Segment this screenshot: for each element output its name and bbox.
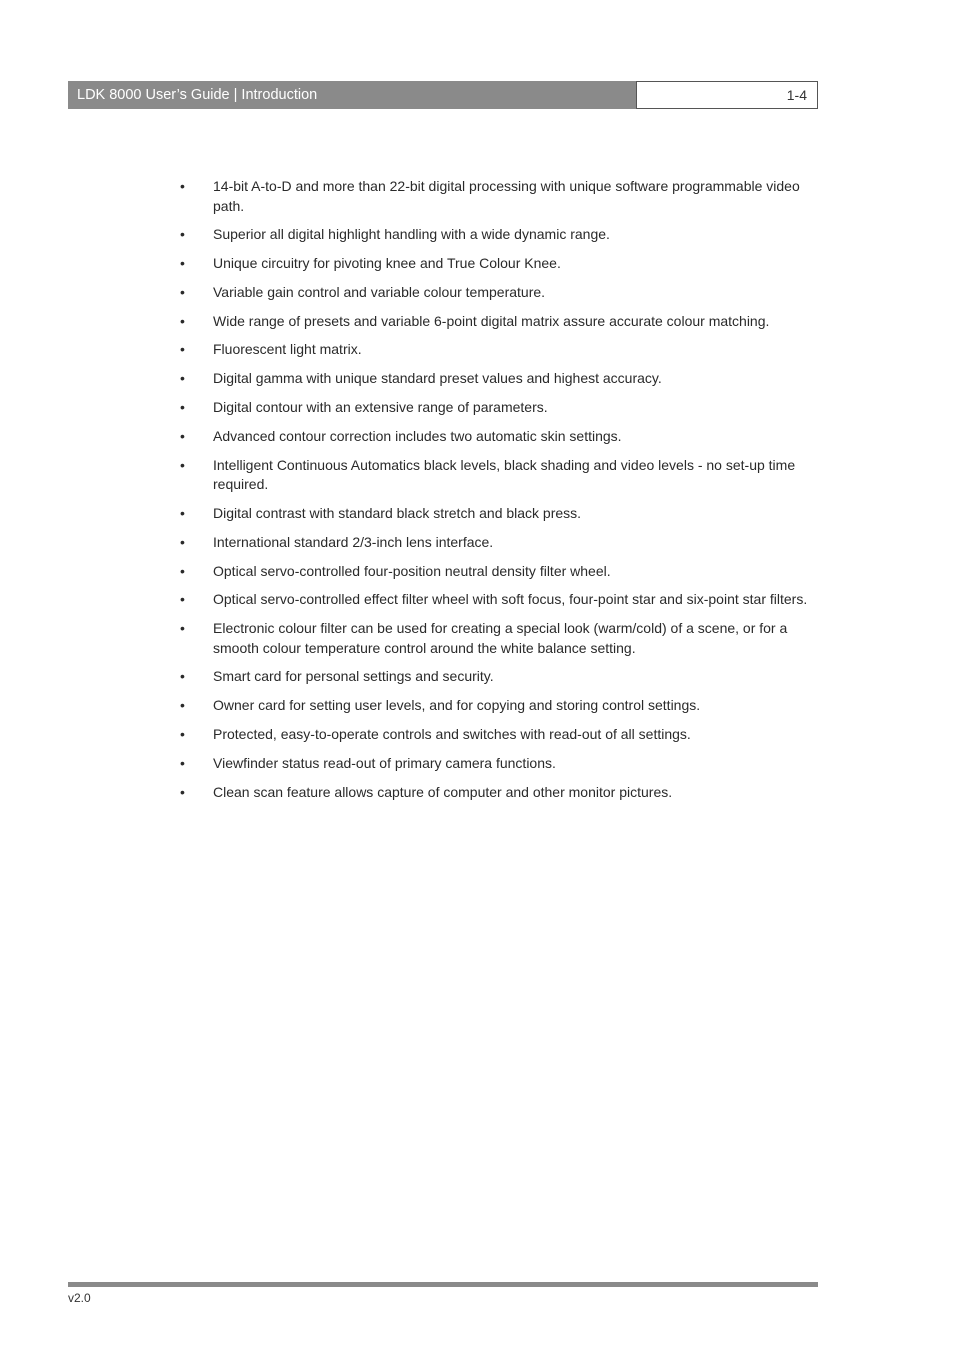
- header-title: LDK 8000 User’s Guide | Introduction: [68, 81, 636, 109]
- list-item-text: Variable gain control and variable colour temperature.: [213, 283, 546, 300]
- list-item-text: Unique circuitry for pivoting knee and True Colour Knee.: [213, 255, 561, 272]
- bullet-icon: •: [180, 783, 185, 800]
- list-item-text: Superior all digital highlight handling with a wide dynamic range.: [213, 226, 610, 243]
- bullet-icon: •: [180, 456, 185, 473]
- list-item-text: Smart card for personal settings and security.: [213, 668, 494, 685]
- list-item-text: Digital gamma with unique standard preset values and highest accuracy.: [213, 370, 662, 387]
- bullet-icon: •: [180, 726, 185, 743]
- bullet-icon: •: [180, 370, 185, 387]
- list-item: [180, 725, 822, 745]
- bullet-icon: •: [180, 226, 185, 243]
- bullet-icon: •: [180, 754, 185, 771]
- list-item-text: 14-bit A-to-D and more than 22-bit digital processing with unique software programmable video path.: [213, 178, 800, 214]
- list-item: [180, 283, 822, 303]
- bullet-icon: •: [180, 668, 185, 685]
- list-item: [180, 340, 822, 360]
- bullet-icon: •: [180, 341, 185, 358]
- list-item: [180, 369, 822, 389]
- list-item: [180, 312, 822, 332]
- bullet-icon: •: [180, 255, 185, 272]
- list-item-text: Clean scan feature allows capture of computer and other monitor pictures.: [213, 783, 673, 800]
- version-label: v2.0: [68, 1291, 91, 1305]
- list-item: [180, 667, 822, 687]
- list-item-text: Fluorescent light matrix.: [213, 341, 362, 358]
- list-item: [180, 456, 822, 495]
- list-item: [180, 225, 822, 245]
- list-item: [180, 177, 822, 216]
- list-item-text: Viewfinder status read-out of primary camera functions.: [213, 754, 556, 771]
- list-item: [180, 754, 822, 774]
- list-item: [180, 533, 822, 553]
- list-item-text: Advanced contour correction includes two automatic skin settings.: [213, 427, 622, 444]
- list-item-text: Electronic colour filter can be used for creating a special look (warm/cold) of a scene, or for a smooth colour temperature control around the white balance setting.: [213, 620, 788, 656]
- list-item: [180, 504, 822, 524]
- list-item-text: Wide range of presets and variable 6-point digital matrix assure accurate colour matching.: [213, 312, 770, 329]
- list-item: [180, 562, 822, 582]
- list-item: [180, 696, 822, 716]
- bullet-icon: •: [180, 620, 185, 637]
- list-item-text: Owner card for setting user levels, and for copying and storing control settings.: [213, 697, 701, 714]
- list-item: [180, 590, 822, 610]
- bullet-icon: •: [180, 283, 185, 300]
- bullet-icon: •: [180, 697, 185, 714]
- list-item: [180, 783, 822, 803]
- list-item-text: Optical servo-controlled effect filter wheel with soft focus, four-point star and six-point star filters.: [213, 591, 808, 608]
- bullet-icon: •: [180, 562, 185, 579]
- page-header: [68, 81, 818, 109]
- bullet-icon: •: [180, 178, 185, 194]
- bullet-icon: •: [180, 591, 185, 608]
- list-item: [180, 254, 822, 274]
- list-item-text: Digital contour with an extensive range of parameters.: [213, 399, 548, 416]
- bullet-icon: •: [180, 399, 185, 416]
- list-item-text: Optical servo-controlled four-position neutral density filter wheel.: [213, 562, 611, 579]
- list-item: [180, 619, 822, 658]
- feature-list: [180, 177, 822, 811]
- bullet-icon: •: [180, 504, 185, 521]
- bullet-icon: •: [180, 427, 185, 444]
- footer-divider: [68, 1282, 818, 1287]
- list-item-text: Intelligent Continuous Automatics black levels, black shading and video levels - no set-up time required.: [213, 456, 796, 493]
- page-number: 1-4: [636, 81, 818, 109]
- list-item-text: Protected, easy-to-operate controls and switches with read-out of all settings.: [213, 726, 691, 743]
- bullet-icon: •: [180, 312, 185, 329]
- list-item: [180, 427, 822, 447]
- list-item-text: International standard 2/3-inch lens interface.: [213, 533, 494, 550]
- bullet-icon: •: [180, 533, 185, 550]
- list-item: [180, 398, 822, 418]
- list-item-text: Digital contrast with standard black stretch and black press.: [213, 504, 582, 521]
